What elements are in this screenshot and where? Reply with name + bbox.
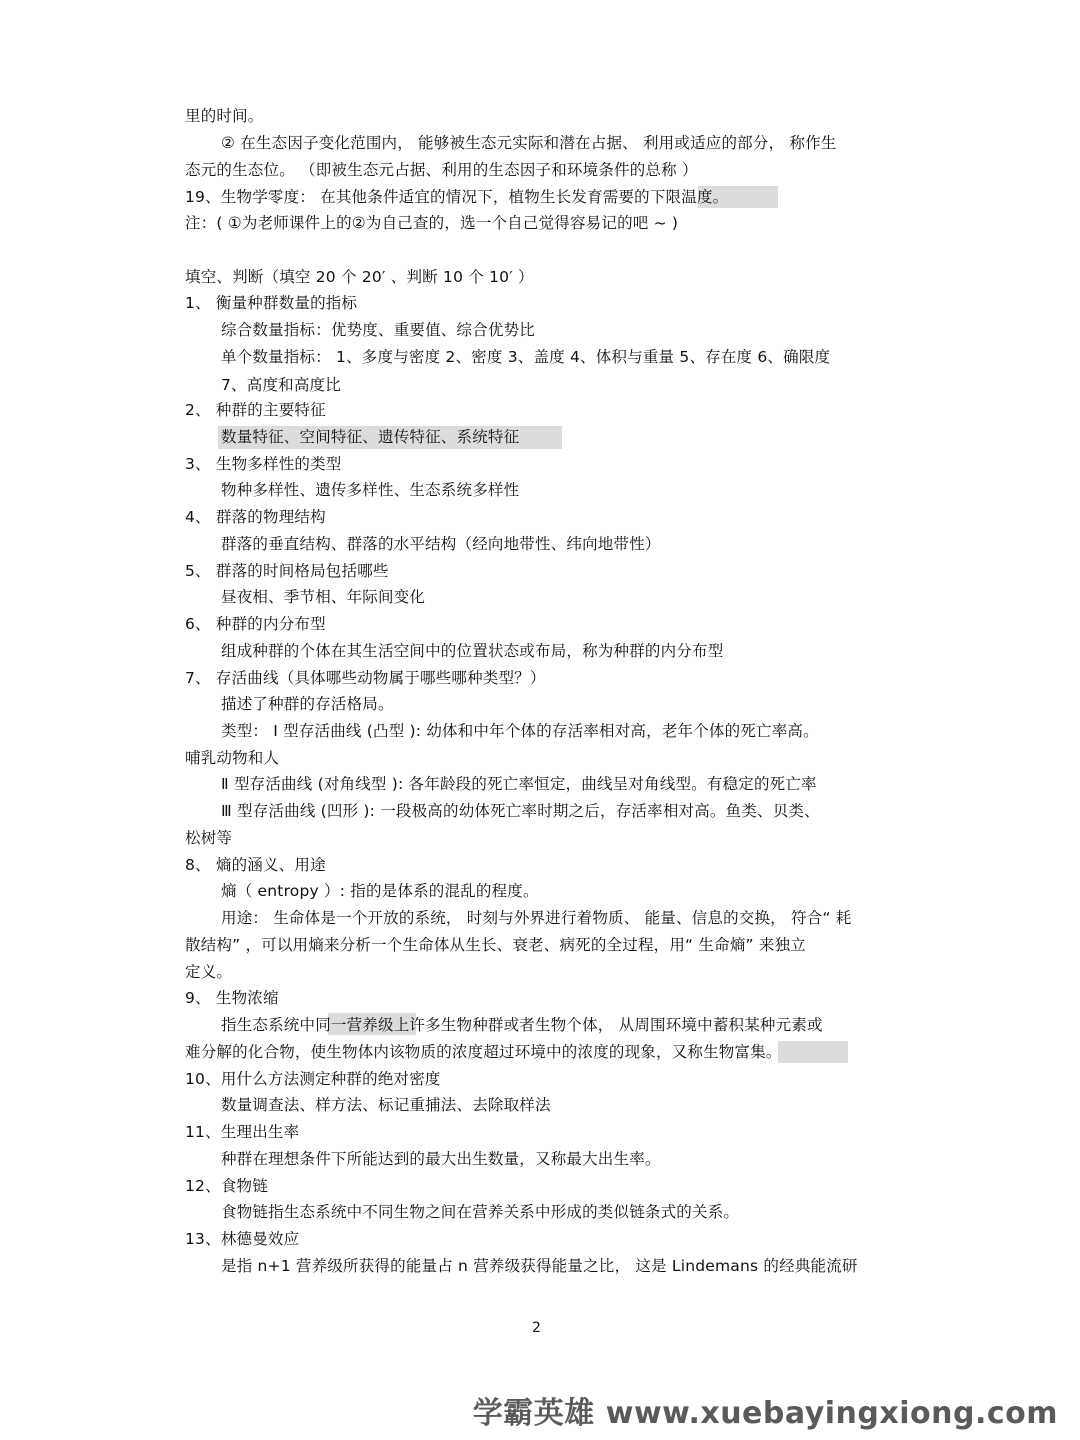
- question-heading: 9、 生物浓缩: [185, 989, 279, 1007]
- question-heading: 8、 熵的涵义、用途: [185, 856, 326, 874]
- question-heading: 13、林德曼效应: [185, 1230, 300, 1248]
- highlight-mark: [778, 1041, 848, 1063]
- answer-text: 昼夜相、季节相、年际间变化: [221, 588, 426, 606]
- answer-text: 7、高度和高度比: [221, 376, 341, 394]
- answer-text: 熵（ entropy ）: 指的是体系的混乱的程度。: [221, 882, 539, 900]
- answer-text: 描述了种群的存活格局。: [221, 695, 394, 713]
- answer-text: 松树等: [185, 829, 233, 847]
- answer-text: Ⅱ 型存活曲线 (对角线型 ): 各年龄段的死亡率恒定，曲线呈对角线型。有稳定的死亡率: [221, 775, 817, 793]
- answer-text: 用途： 生命体是一个开放的系统， 时刻与外界进行着物质、 能量、信息的交换， 符合“ 耗: [221, 909, 852, 927]
- question-heading: 12、食物链: [185, 1177, 268, 1195]
- answer-text: 是指 n+1 营养级所获得的能量占 n 营养级获得能量之比， 这是 Lindemans 的经典能流研: [221, 1257, 858, 1275]
- answer-text: Ⅲ 型存活曲线 (凹形 ): 一段极高的幼体死亡率时期之后，存活率相对高。鱼类、贝类、: [221, 802, 820, 820]
- watermark-text: 学霸英雄 www.xuebayingxiong.com: [472, 1396, 1058, 1431]
- text-line: 注：( ①为老师课件上的②为自己查的，选一个自己觉得容易记的吧 ~ ): [185, 214, 679, 232]
- answer-text: 类型： Ⅰ 型存活曲线 (凸型 ): 幼体和中年个体的存活率相对高，老年个体的死亡率高。: [221, 722, 819, 740]
- question-heading: 1、 衡量种群数量的指标: [185, 294, 358, 312]
- text-line: 里的时间。: [185, 107, 264, 125]
- text-line: ② 在生态因子变化范围内， 能够被生态元实际和潜在占据、 利用或适应的部分， 称作生: [221, 134, 837, 152]
- question-heading: 2、 种群的主要特征: [185, 401, 326, 419]
- question-heading: 4、 群落的物理结构: [185, 508, 326, 526]
- question-heading: 7、 存活曲线（具体哪些动物属于哪些哪种类型？）: [185, 669, 546, 687]
- answer-text: 组成种群的个体在其生活空间中的位置状态或布局，称为种群的内分布型: [221, 642, 724, 660]
- page-number: 2: [532, 1320, 541, 1336]
- answer-text: 定义。: [185, 963, 233, 981]
- answer-text: 数量特征、空间特征、遗传特征、系统特征: [221, 428, 520, 446]
- answer-text: 哺乳动物和人: [185, 749, 280, 767]
- question-heading: 6、 种群的内分布型: [185, 615, 326, 633]
- answer-text: 物种多样性、遗传多样性、生态系统多样性: [221, 481, 520, 499]
- answer-text: 散结构” ，可以用熵来分析一个生命体从生长、衰老、病死的全过程，用“ 生命熵” 来独立: [185, 936, 806, 954]
- answer-text: 难分解的化合物，使生物体内该物质的浓度超过环境中的浓度的现象，又称生物富集。: [185, 1043, 782, 1061]
- answer-text: 食物链指生态系统中不同生物之间在营养关系中形成的类似链条式的关系。: [221, 1203, 740, 1221]
- answer-text: 综合数量指标：优势度、重要值、综合优势比: [221, 321, 536, 339]
- answer-text: 种群在理想条件下所能达到的最大出生数量，又称最大出生率。: [221, 1150, 661, 1168]
- question-heading: 10、用什么方法测定种群的绝对密度: [185, 1070, 441, 1088]
- question-heading: 11、生理出生率: [185, 1123, 300, 1141]
- answer-text: 群落的垂直结构、群落的水平结构（经向地带性、纬向地带性）: [221, 535, 661, 553]
- text-line: 19、生物学零度： 在其他条件适宜的情况下，植物生长发育需要的下限温度。: [185, 188, 729, 206]
- text-line: 态元的生态位。 （即被生态元占据、利用的生态因子和环境条件的总称 ）: [185, 161, 698, 179]
- answer-text: 数量调查法、样方法、标记重捕法、去除取样法: [221, 1096, 551, 1114]
- question-heading: 3、 生物多样性的类型: [185, 455, 342, 473]
- section-heading: 填空、判断（填空 20 个 20′ 、判断 10 个 10′ ）: [185, 268, 534, 286]
- answer-text: 指生态系统中同一营养级上许多生物种群或者生物个体， 从周围环境中蓄积某种元素或: [221, 1016, 823, 1034]
- question-heading: 5、 群落的时间格局包括哪些: [185, 562, 389, 580]
- answer-text: 单个数量指标： 1、多度与密度 2、密度 3、盖度 4、体积与重量 5、存在度 6、确限度: [221, 348, 831, 366]
